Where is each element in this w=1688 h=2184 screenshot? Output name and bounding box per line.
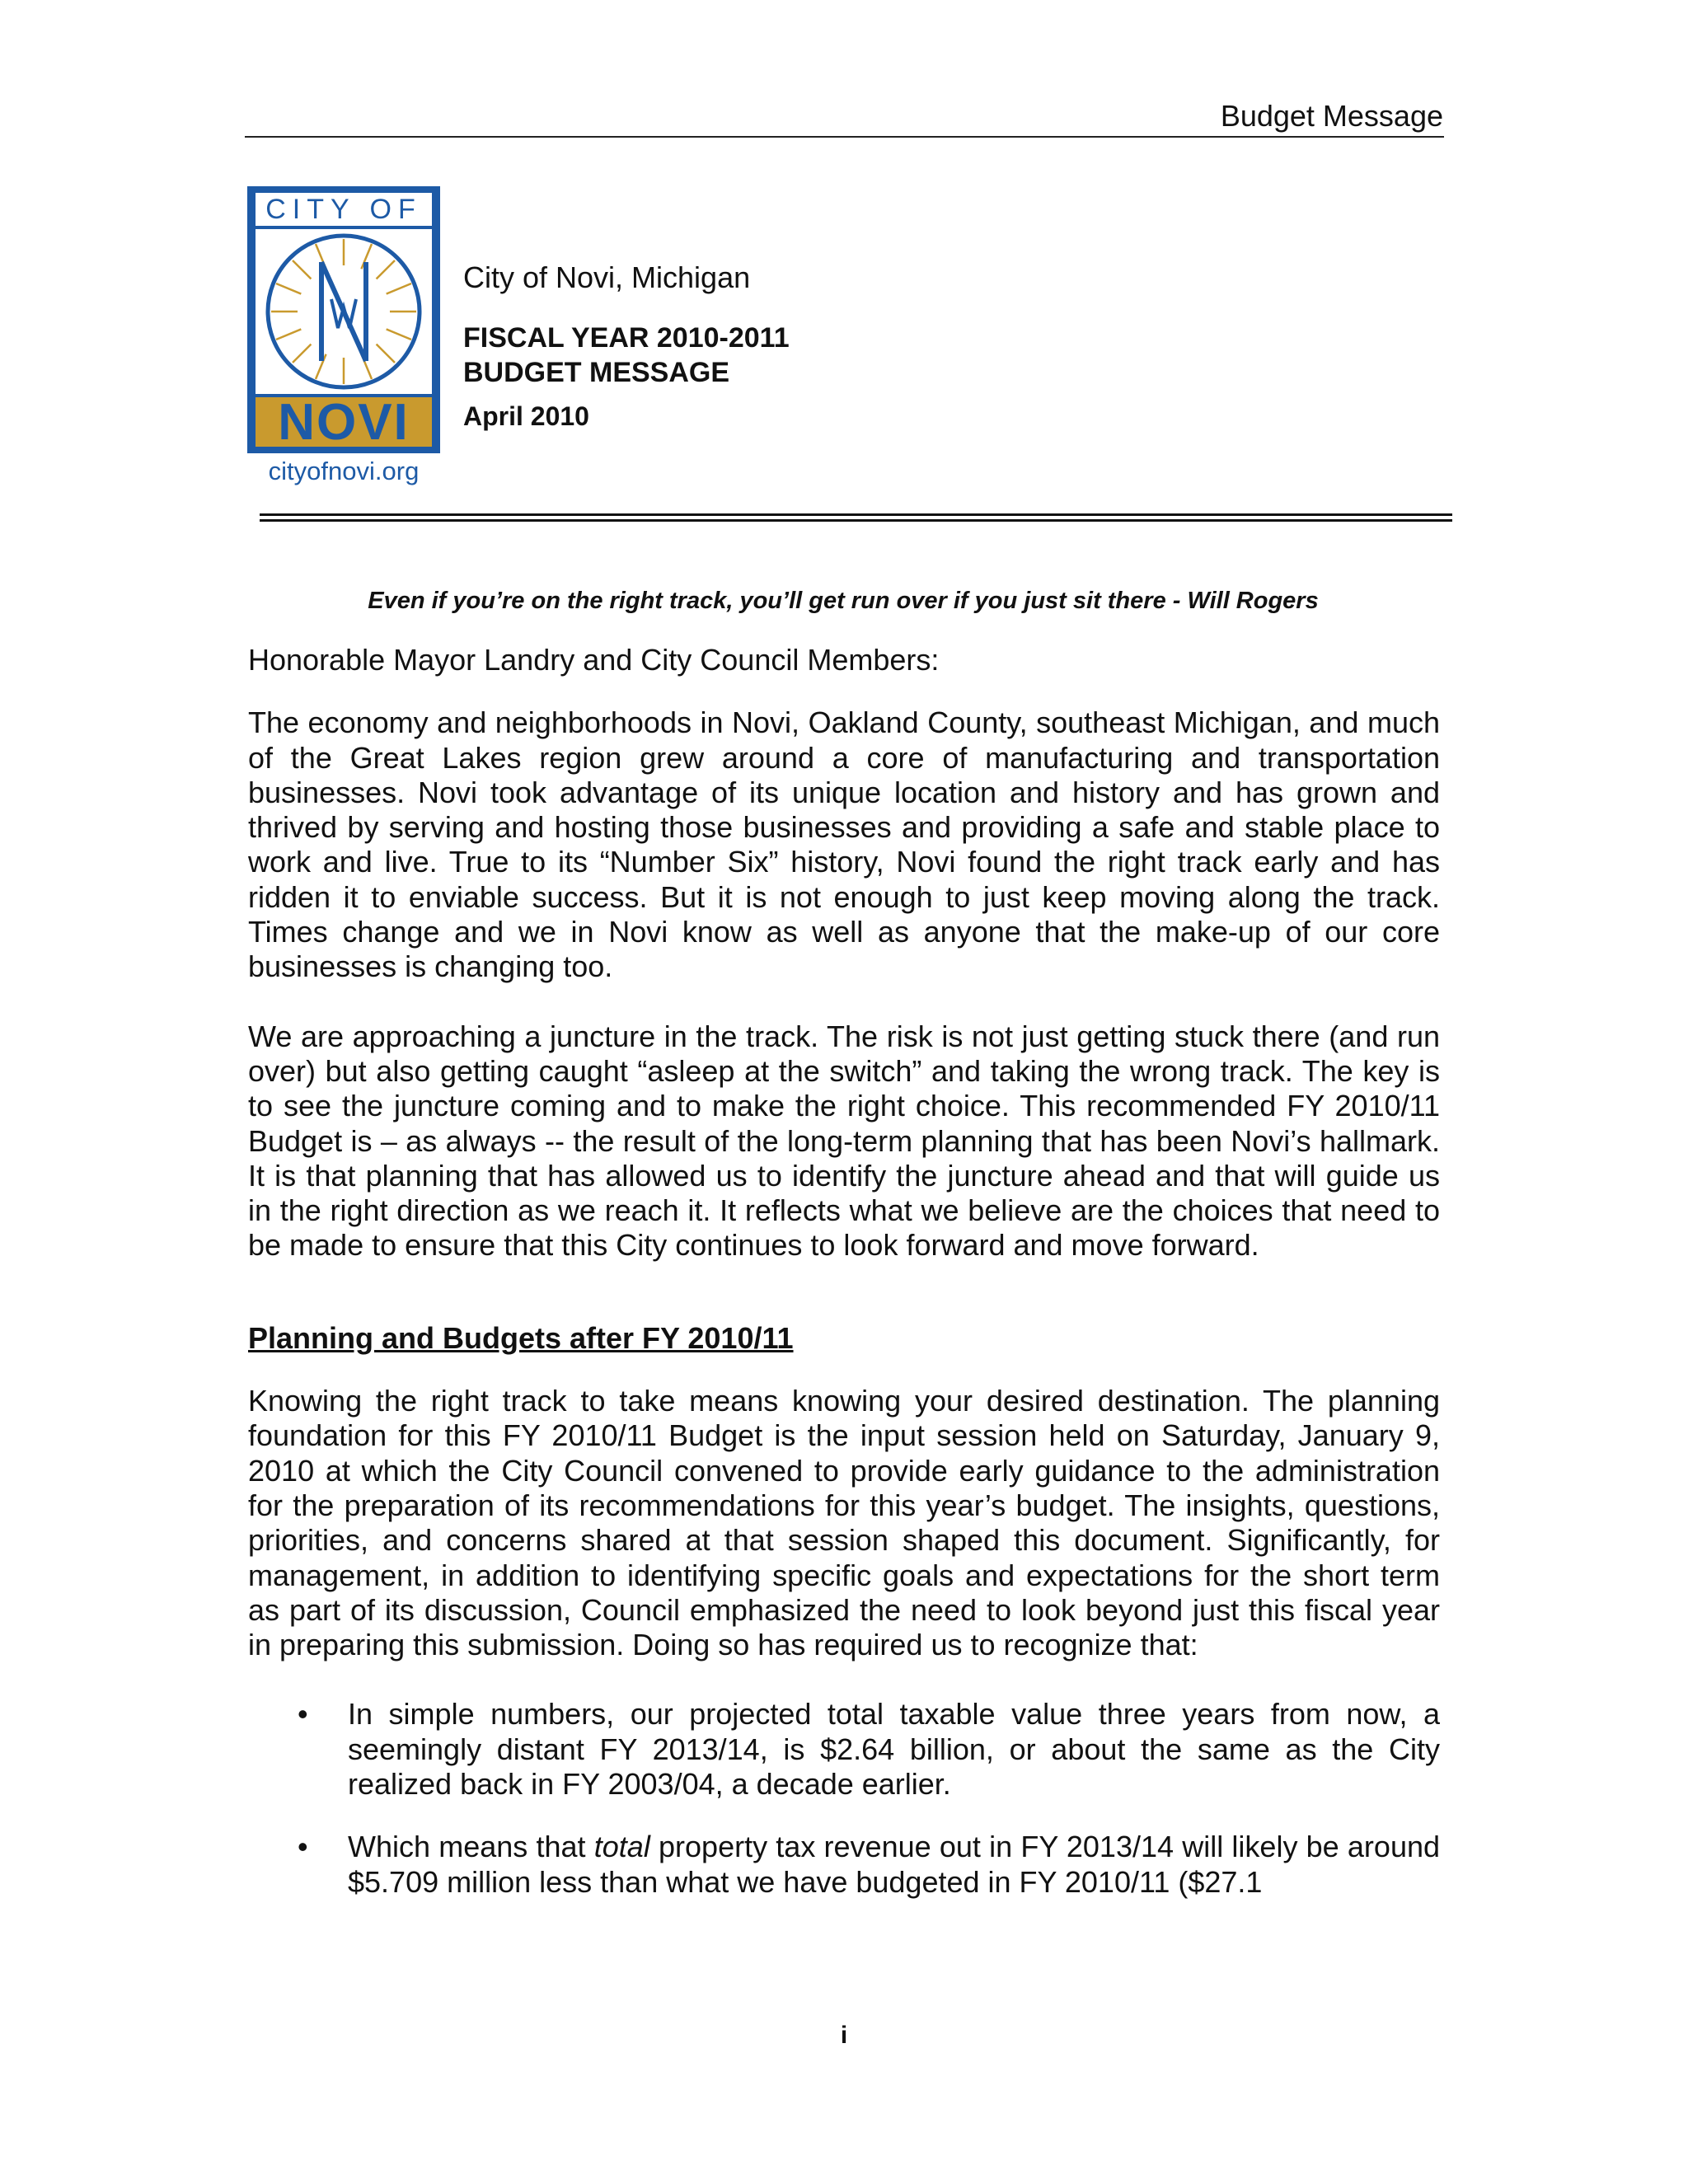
bullet-item <box>248 1697 1440 1802</box>
logo-url-text: cityofnovi.org <box>268 457 420 485</box>
city-name: City of Novi, Michigan <box>463 260 751 294</box>
bullet-text-lead: Which means that <box>348 1830 594 1864</box>
logo-seal-icon <box>256 229 432 394</box>
bullet-text: In simple numbers, our projected total taxable value three years from now, a seemingly distant FY 2013/14, is $2.64 billion, or about the same as the City realized back in FY 2003/04, a decade earlier. <box>348 1697 1440 1802</box>
logo-top-text: CITY OF <box>256 193 432 226</box>
title-divider <box>260 513 1452 522</box>
bullet-text-emphasis: total <box>593 1830 650 1864</box>
section-heading: Planning and Budgets after FY 2010/11 <box>248 1320 794 1355</box>
document-title <box>463 321 790 390</box>
letter-body <box>248 643 1440 1928</box>
paragraph: The economy and neighborhoods in Novi, Oakland County, southeast Michigan, and much of the Great Lakes region grew around a core of manufacturing and transportation businesses. Novi took advantage of its unique location and history and has grown and thrived by serving and hosting those businesses and providing a safe and stable place to work and live. True to its “Number Six” history, Novi found the right track early and has ridden it to enviable success. But it is not enough to just keep moving along the track. Times change and we in Novi know as well as anyone that the make-up of our core businesses is changing too. <box>248 705 1440 984</box>
budget-message-title: BUDGET MESSAGE <box>463 357 730 388</box>
header-divider <box>245 136 1444 138</box>
salutation: Honorable Mayor Landry and City Council Members: <box>248 643 940 677</box>
logo-name-text: NOVI <box>256 397 432 447</box>
epigraph-quote: Even if you’re on the right track, you’ll get run over if you just sit there - Will Rogers <box>368 588 1319 614</box>
title-block <box>463 258 790 432</box>
bullet-item <box>248 1830 1440 1900</box>
document-date: April 2010 <box>463 401 589 431</box>
bullet-icon: • <box>298 1697 308 1732</box>
fiscal-year-title: FISCAL YEAR 2010-2011 <box>463 322 790 354</box>
logo-emblem <box>247 186 440 453</box>
city-logo <box>247 186 440 486</box>
running-header: Budget Message <box>1220 99 1443 133</box>
bullet-list <box>248 1697 1440 1899</box>
paragraph: We are approaching a juncture in the track. The risk is not just getting stuck there (and run over) but also getting caught “asleep at the switch” and taking the wrong track. The key is to see the juncture coming and to make the right choice. This recommended FY 2010/11 Budget is – as always -- the result of the long-term planning that has been Novi’s hallmark. It is that planning that has allowed us to identify the juncture ahead and that will guide us in the right direction as we reach it. It reflects what we believe are the choices that need to be made to ensure that this City continues to look forward and move forward. <box>248 1019 1440 1263</box>
bullet-icon: • <box>298 1830 308 1864</box>
section-paragraph: Knowing the right track to take means knowing your desired destination. The planning foundation for this FY 2010/11 Budget is the input session held on Saturday, January 9, 2010 at which the City Council convened to provide early guidance to the administration for the preparation of its recommendations for this year’s budget. The insights, questions, priorities, and concerns shared at that session shaped this document. Significantly, for management, in addition to identifying specific goals and expectations for the short term as part of its discussion, Council emphasized the need to look beyond just this fiscal year in preparing this submission. Doing so has required us to recognize that: <box>248 1384 1440 1662</box>
page-number: i <box>840 2022 848 2049</box>
bullet-text-rest: property tax revenue out in FY 2013/14 will likely be around $5.709 million less than what we have budgeted in FY 2010/11 ($27.1 <box>348 1830 1441 1899</box>
